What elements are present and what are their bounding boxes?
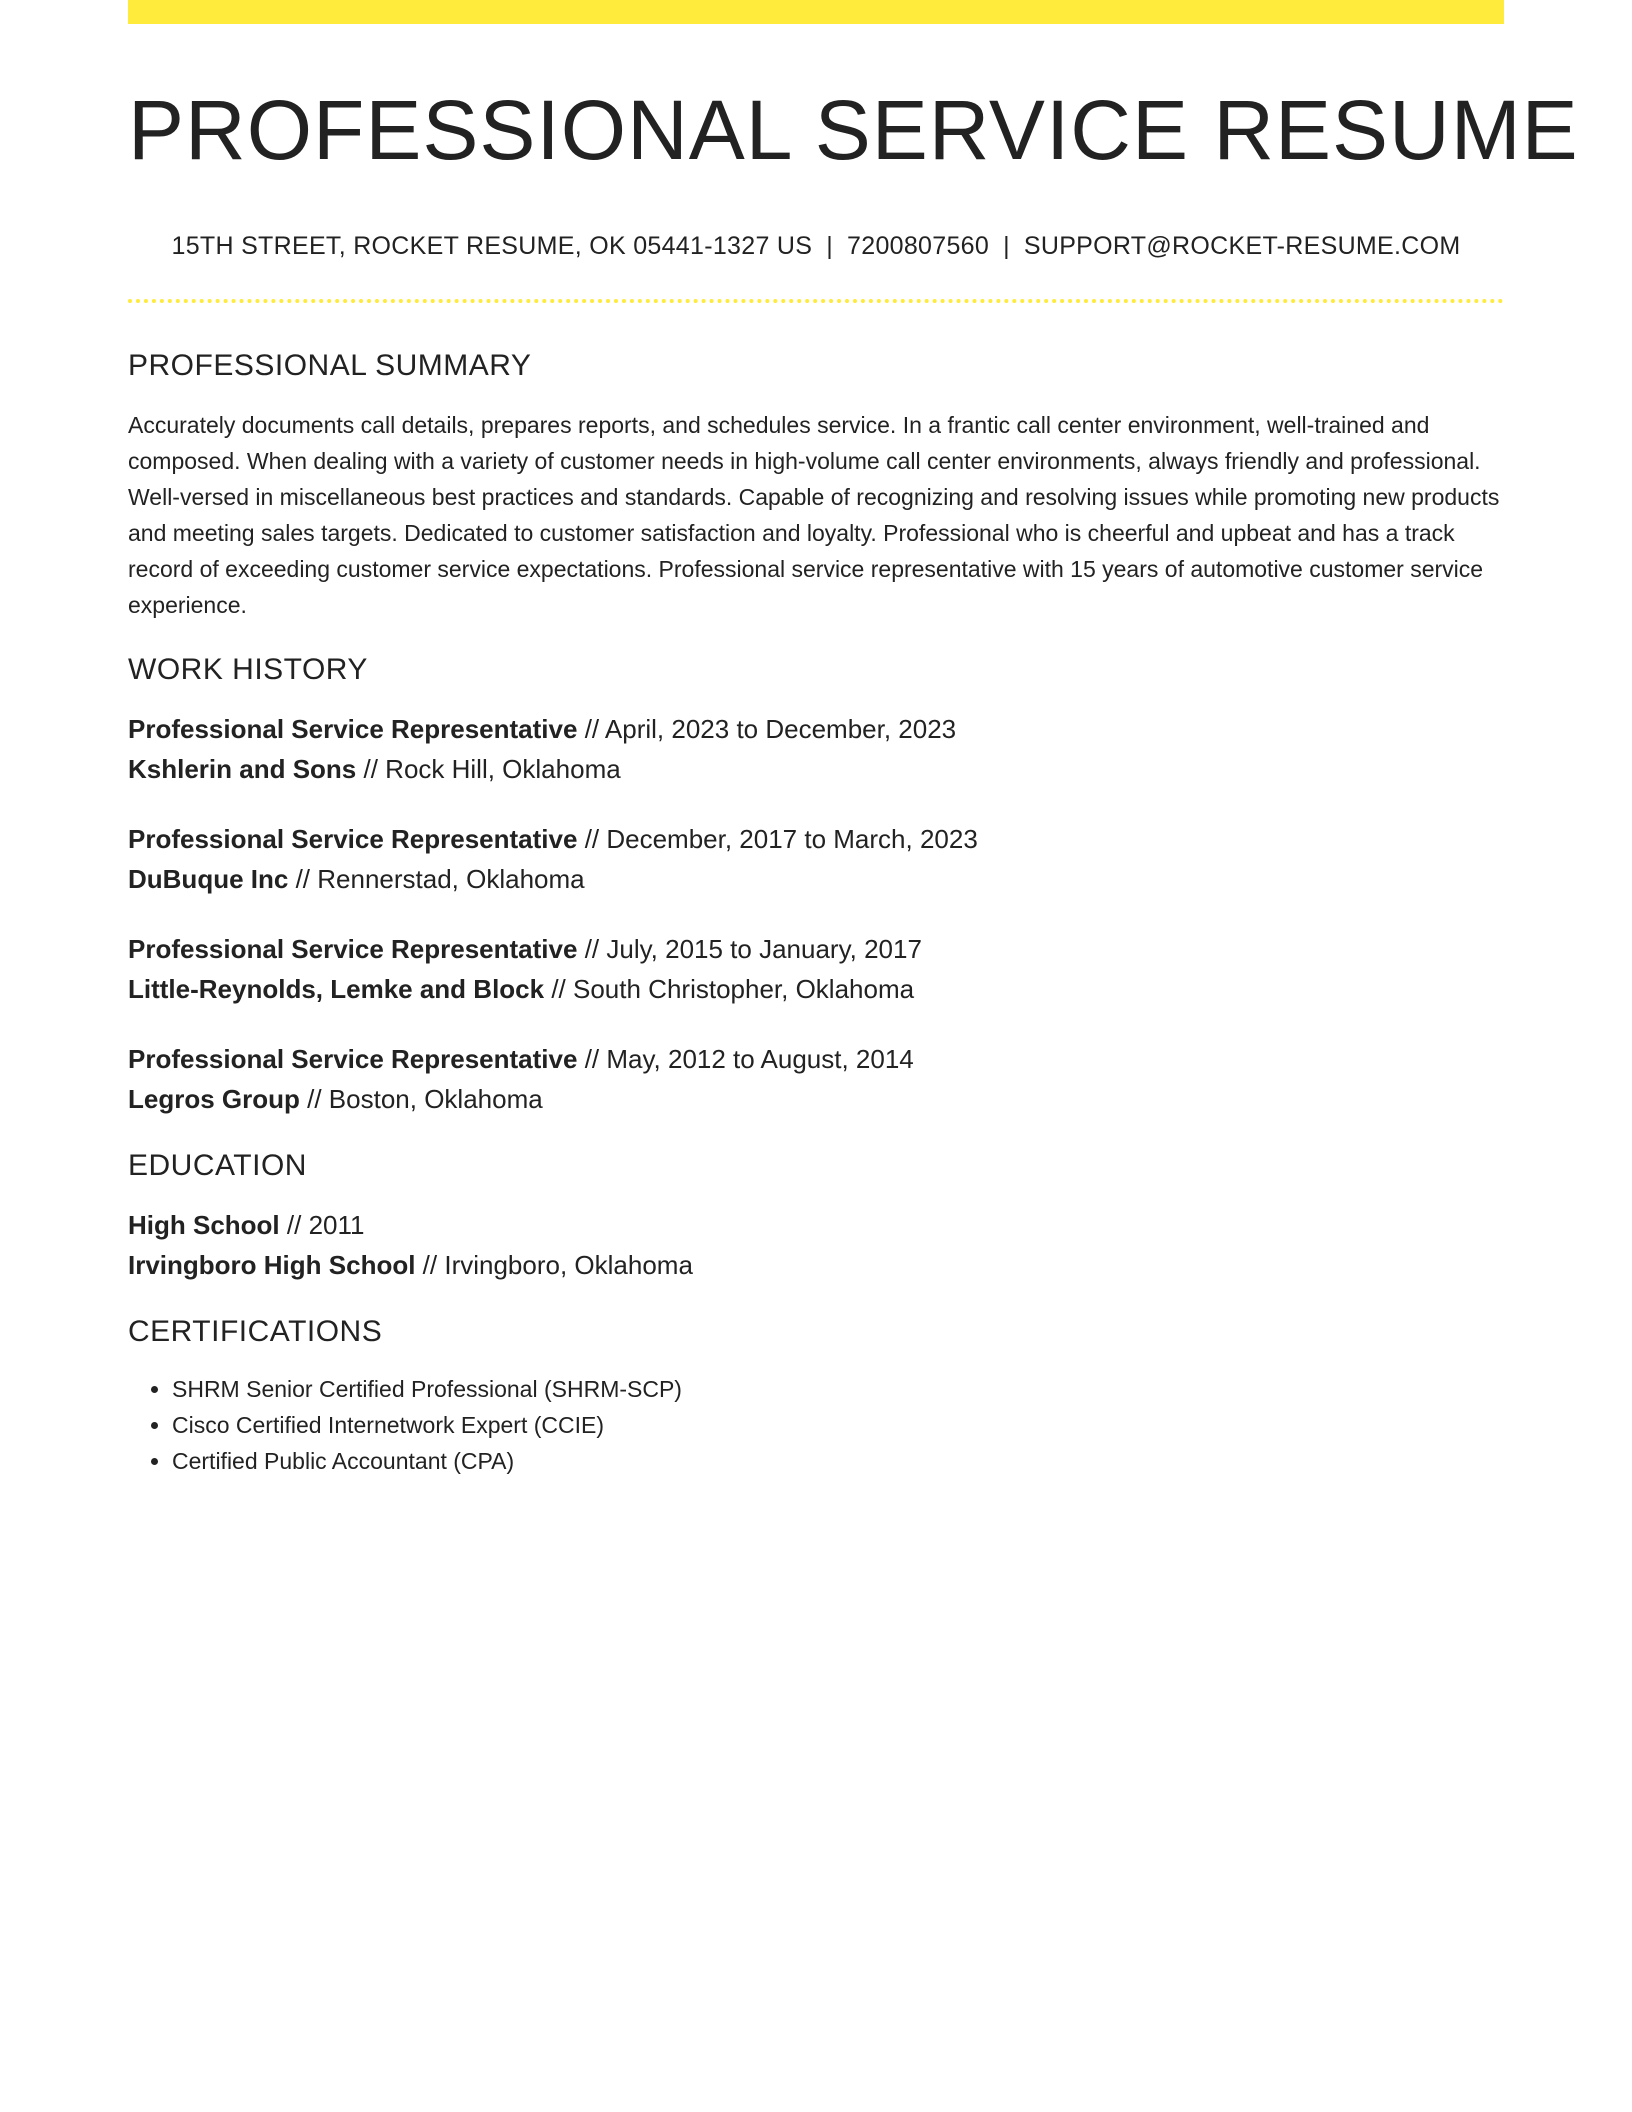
- job-company: DuBuque Inc: [128, 864, 289, 895]
- job-dates: // May, 2012 to August, 2014: [584, 1044, 914, 1075]
- contact-phone: 7200807560: [847, 232, 990, 261]
- job-entry: [128, 1039, 1504, 1119]
- education-school: Irvingboro High School: [128, 1250, 416, 1281]
- summary-heading: PROFESSIONAL SUMMARY: [128, 349, 532, 383]
- education-location: // Irvingboro, Oklahoma: [422, 1250, 693, 1281]
- contact-separator: |: [826, 232, 834, 261]
- education-entry: [128, 1205, 1504, 1285]
- dotted-divider: [128, 299, 1504, 303]
- contact-line: [128, 232, 1504, 261]
- job-title: Professional Service Representative: [128, 714, 578, 745]
- certifications-list: [128, 1371, 1504, 1479]
- education-heading: EDUCATION: [128, 1149, 307, 1183]
- job-entry: [128, 819, 1504, 899]
- work-history-heading: WORK HISTORY: [128, 653, 368, 687]
- contact-separator: |: [1003, 232, 1010, 261]
- contact-email: SUPPORT@ROCKET-RESUME.COM: [1023, 232, 1461, 261]
- job-title: Professional Service Representative: [128, 1044, 578, 1075]
- resume-title: PROFESSIONAL SERVICE RESUME: [128, 83, 1579, 177]
- job-company: Kshlerin and Sons: [128, 754, 357, 785]
- job-title: Professional Service Representative: [128, 934, 578, 965]
- education-degree: High School: [128, 1210, 280, 1241]
- job-dates: // April, 2023 to December, 2023: [584, 714, 957, 745]
- certification-item: • Cisco Certified Internetwork Expert (CCIE): [172, 1407, 1504, 1443]
- contact-address: 15TH STREET, ROCKET RESUME, OK 05441-1327 US: [171, 232, 813, 261]
- education-year: // 2011: [286, 1210, 365, 1241]
- certification-item: • Certified Public Accountant (CPA): [172, 1443, 1504, 1479]
- summary-text: Accurately documents call details, prepares reports, and schedules service. In a frantic call center environment, well-trained and composed. When dealing with a variety of customer needs in high-volume call center environments, always friendly and professional. Well-versed in miscellaneous best practices and standards. Capable of recognizing and resolving issues while promoting new products and meeting sales targets. Dedicated to customer satisfaction and loyalty. Professional who is cheerful and upbeat and has a track record of exceeding customer service expectations. Professional service representative with 15 years of automotive customer service experience.: [128, 412, 1500, 619]
- job-location: // Rock Hill, Oklahoma: [363, 754, 621, 785]
- job-company: Legros Group: [128, 1084, 300, 1115]
- job-entry: [128, 709, 1504, 789]
- job-dates: // December, 2017 to March, 2023: [584, 824, 978, 855]
- certifications-heading: CERTIFICATIONS: [128, 1315, 383, 1349]
- resume-page: [128, 0, 1579, 1479]
- job-location: // Rennerstad, Oklahoma: [295, 864, 585, 895]
- job-title: Professional Service Representative: [128, 824, 578, 855]
- job-location: // South Christopher, Oklahoma: [551, 974, 915, 1005]
- job-company: Little-Reynolds, Lemke and Block: [128, 974, 545, 1005]
- top-accent-bar: [128, 0, 1504, 24]
- job-dates: // July, 2015 to January, 2017: [584, 934, 922, 965]
- job-location: // Boston, Oklahoma: [307, 1084, 543, 1115]
- certification-item: • SHRM Senior Certified Professional (SHRM-SCP): [172, 1371, 1504, 1407]
- job-entry: [128, 929, 1504, 1009]
